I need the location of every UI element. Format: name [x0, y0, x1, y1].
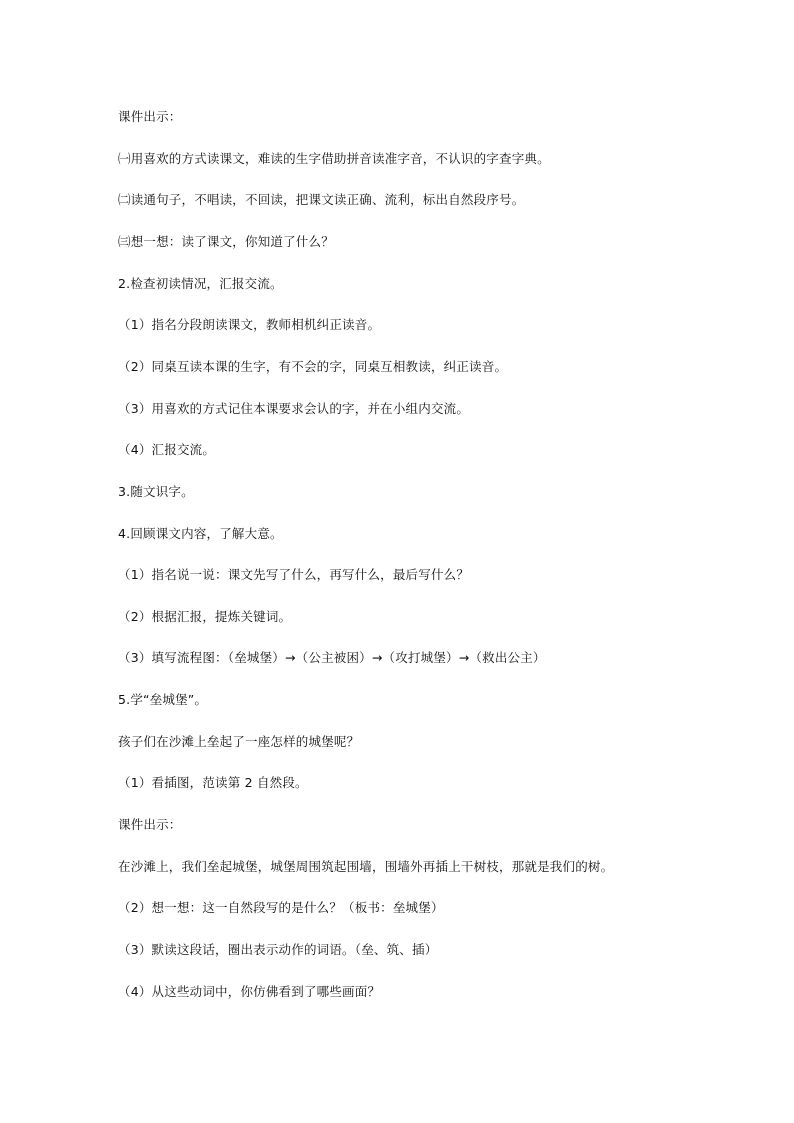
paragraph-line: 5.学“垒城堡”。 [118, 692, 208, 707]
paragraph-line: 孩子们在沙滩上垒起了一座怎样的城堡呢？ [118, 734, 360, 749]
paragraph-line: （2）想一想：这一自然段写的是什么？（板书：垒城堡） [118, 900, 444, 915]
paragraph-line: （1）看插图，范读第 2 自然段。 [118, 775, 308, 790]
paragraph-line: （1）指名分段朗读课文，教师相机纠正读音。 [118, 317, 381, 332]
paragraph-line: ㈡读通句子，不唱读，不回读，把课文读正确、流利，标出自然段序号。 [118, 192, 525, 207]
paragraph-line: （3）填写流程图：（垒城堡）→（公主被困）→（攻打城堡）→（救出公主） [118, 650, 546, 665]
paragraph-line: ㈠用喜欢的方式读课文，难读的生字借助拼音读准字音，不认识的字查字典。 [118, 151, 550, 166]
paragraph-line: 2.检查初读情况，汇报交流。 [118, 276, 283, 291]
paragraph-line: ㈢想一想：读了课文，你知道了什么？ [118, 234, 334, 249]
paragraph-line: （2）同桌互读本课的生字，有不会的字，同桌互相教读，纠正读音。 [118, 359, 508, 374]
paragraph-line: 在沙滩上，我们垒起城堡，城堡周围筑起围墙，围墙外再插上干树枝，那就是我们的树。 [118, 859, 614, 874]
paragraph-line: （4）从这些动词中，你仿佛看到了哪些画面？ [118, 984, 381, 999]
paragraph-line: （4）汇报交流。 [118, 442, 216, 457]
paragraph-line: 4.回顾课文内容，了解大意。 [118, 526, 283, 541]
paragraph-line: 课件出示： [118, 817, 182, 832]
paragraph-line: （3）默读这段话，圈出表示动作的词语。（垒、筑、插） [118, 942, 438, 957]
paragraph-line: （2）根据汇报，提炼关键词。 [118, 609, 292, 624]
paragraph-line: 课件出示： [118, 109, 182, 124]
paragraph-line: 3.随文识字。 [118, 484, 194, 499]
paragraph-line: （1）指名说一说：课文先写了什么，再写什么，最后写什么？ [118, 567, 470, 582]
paragraph-line: （3）用喜欢的方式记住本课要求会认的字，并在小组内交流。 [118, 401, 470, 416]
